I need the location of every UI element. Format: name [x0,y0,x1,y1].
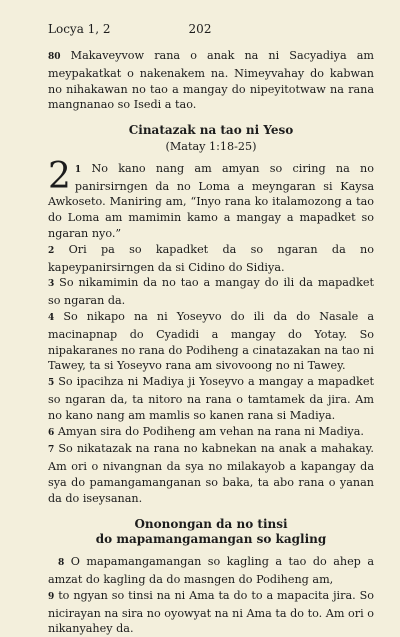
verse-text: O mapamangamangan so kagling a tao do ahep a amzat do kagling da do masngen do Podiheng am, [48,555,374,586]
verse-text: So ipacihza ni Madiya ji Yoseyvo a mangay a mapadket so ngaran da, ta nitoro na rana o tamtamek da jira. Am no kano nang am mamlis so kanen rana si Madiya. [48,375,375,422]
verse-text: So nikatazak na rana no kabnekan na anak a mahakay. Am ori o nivangnan da sya no milakayob a kapangay da sya do pamangamanganan so baka, ta abo rana o yanan da do iseysanan. [48,442,374,505]
chapter-start-paragraph [48,155,374,242]
verse-text: Makaveyvow rana o anak na ni Sacyadiya am meypakatkat o nakenakem na. Nimeyvahay do kabwan no nihakawan no tao a mangay do nipeyitotwaw na rana mangnanao so Isedi a tao. [48,49,374,112]
verse-paragraph [48,424,374,442]
verse-number: 8 [58,558,65,569]
verse-paragraph [48,554,374,588]
section-heading-line2: do mapamangamangan so kagling [95,532,327,547]
verse-paragraph [48,242,374,276]
verse-number: 1 [74,164,82,175]
running-head: Locya 1, 2 [48,22,111,36]
page-number: 202 [188,22,212,36]
verse-number: 6 [48,427,55,438]
verse-paragraph [48,275,374,309]
section-heading: Ononongan da no tinsi [134,516,288,531]
verse-paragraph [48,588,374,637]
section-reference: (Matay 1:18-25) [165,139,257,153]
verse-number: 80 [48,52,61,62]
verse-text: So nikapo na ni Yoseyvo do ili da do Nasale a macinapnap do Cyadidi a mangay do Yotay. So nipakaranes no rana do Podiheng a cinatazakan na tao ni Tawey, ta si Yoseyvo rana am sivovoong no ni Tawey. [48,309,375,373]
verse-number: 5 [48,378,55,389]
chapter-number: 2 [48,155,71,197]
verse-paragraph [48,309,374,374]
verse-number: 3 [48,279,55,290]
verse-text: So nikamimin da no tao a mangay do ili da mapadket so ngaran da. [48,276,374,308]
verse-number: 9 [48,591,55,602]
verse-text: Amyan sira do Podiheng am vehan na rana ni Madiya. [57,424,364,438]
section-heading: Cinatazak na tao ni Yeso [128,123,294,138]
page-body [48,48,374,637]
verse-number: 4 [48,312,55,323]
verse-text: to ngyan so tinsi na ni Ama ta do to a mapacita jira. So nicirayan na sira no oyowyat na ni Ama ta do to. Am ori o nikanyahey da. [48,588,375,636]
verse-number: 7 [48,445,55,456]
verse-paragraph [48,441,374,506]
verse-number: 2 [48,245,55,256]
verse-text: Ori pa so kapadket da so ngaran da no kapeypanirsirngen da si Cidino do Sidiya. [48,242,374,274]
verse-paragraph [48,374,374,423]
verse-paragraph [48,48,374,113]
verse-text: No kano nang am amyan so ciring na no panirsirngen da no Loma a meyngaran si Kaysa Awkoseto. Maniring am, “Inyo rana ko italamozong a tao do Loma am mamimin kamo a mangay a mapadket so ngaran nyo.” [48,161,374,240]
